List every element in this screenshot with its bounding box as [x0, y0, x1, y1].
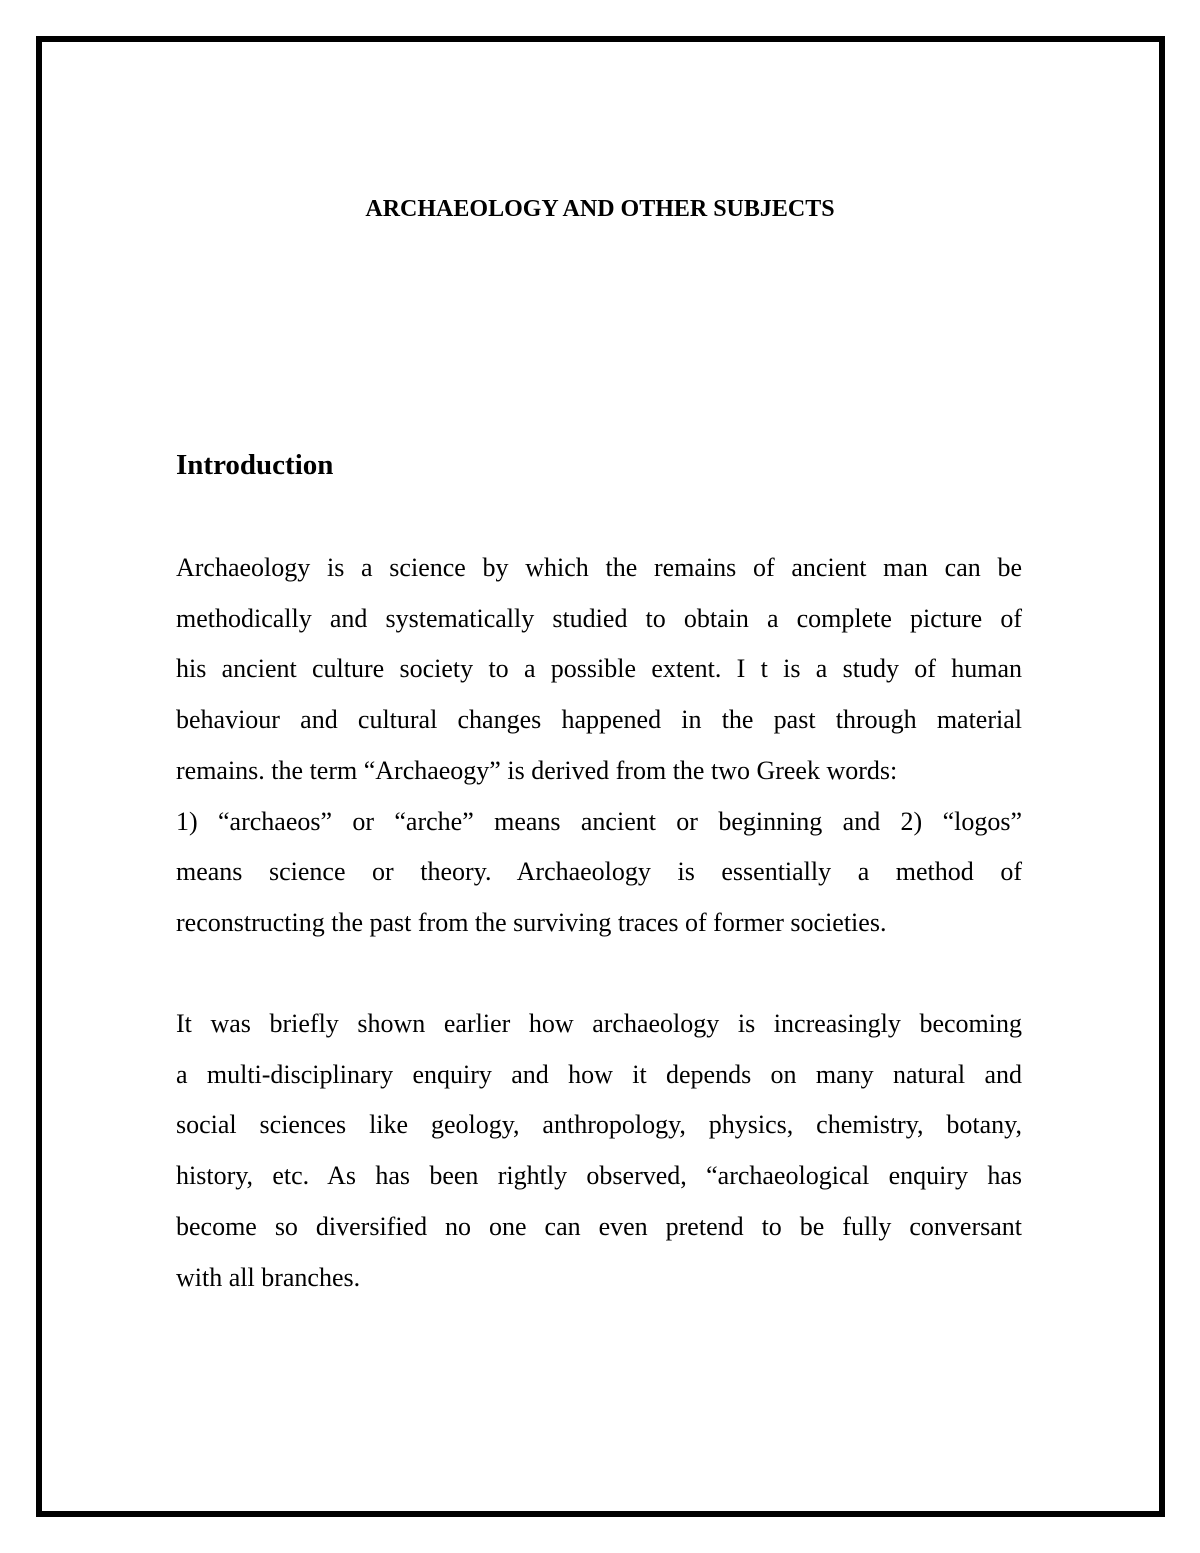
- paragraph-line: remains. the term “Archaeogy” is derived from the two Greek words:: [176, 755, 898, 785]
- paragraph-line: Archaeology is a science by which the remains of ancient man can be: [176, 553, 1022, 582]
- paragraph-line: reconstructing the past from the surviving traces of former societies.: [176, 907, 887, 937]
- paragraph-line: 1) “archaeos” or “arche” means ancient or beginning and 2) “logos”: [176, 806, 1022, 836]
- paragraph-intro: [176, 543, 1022, 949]
- paragraph-line: a multi-disciplinary enquiry and how it depends on many natural and: [176, 1059, 1022, 1089]
- paragraph-line: means science or theory. Archaeology is essentially a method of: [176, 857, 1022, 887]
- paragraph-line: with all branches.: [176, 1262, 361, 1292]
- paragraph-line: It was briefly shown earlier how archaeology is increasingly becoming: [176, 1009, 1022, 1038]
- paragraph-line: behaviour and cultural changes happened in the past through material: [176, 705, 1022, 735]
- paragraph-line: his ancient culture society to a possible extent. I t is a study of human: [176, 654, 1022, 684]
- paragraph-line: become so diversified no one can even pretend to be fully conversant: [176, 1211, 1022, 1241]
- section-heading-introduction: Introduction: [176, 449, 334, 481]
- paragraph-line: history, etc. As has been rightly observed, “archaeological enquiry has: [176, 1161, 1022, 1191]
- document-title: ARCHAEOLOGY AND OTHER SUBJECTS: [365, 196, 835, 222]
- paragraph-line: social sciences like geology, anthropology, physics, chemistry, botany,: [176, 1110, 1022, 1140]
- paragraph-line: methodically and systematically studied to obtain a complete picture of: [176, 603, 1022, 633]
- paragraph-multidisciplinary: [176, 999, 1022, 1303]
